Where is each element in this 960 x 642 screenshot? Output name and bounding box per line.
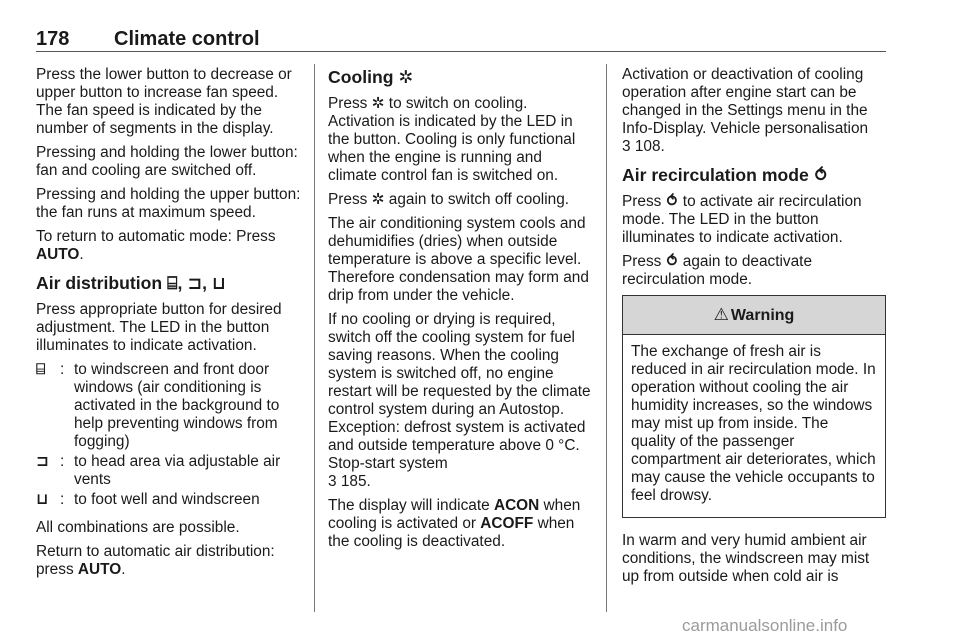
air-distribution-list [36,361,302,509]
column-divider-2 [606,64,607,612]
recirculation-icon: ⥀ [813,165,829,185]
warning-text: The exchange of fresh air is reduced in air recirculation mode. In operation without cooling the air humidity increases, so the windows may mist up from inside. The quality of the passenger compartment air deteriorates, which may cause the vehicle occupants to feel drowsy. [631,343,876,504]
page-header [36,28,886,50]
acon-label: ACON [493,497,540,514]
auto-mode-paragraph: To return to automatic mode: Press AUTO. [36,228,276,263]
chapter-title: Climate control [114,28,260,50]
combinations-paragraph: All combinations are possible. [36,519,240,536]
cooling-off-paragraph: Press ✲ again to switch off cooling. [328,191,570,208]
cooling-on-paragraph: Press ✲ to switch on cooling. Activation is indicated by the LED in the button. Cooling is only functional when the engine is running and climate control fan is switched on. [328,95,576,184]
recirculation-on-paragraph: Press ⥀ to activate air recirculation mode. The LED in the button illuminates to indicate activation. [622,193,862,246]
foot-vent-icon: ⊔ [36,491,49,508]
warning-box [622,295,886,518]
cooling-icon: ✲ [371,95,385,112]
return-auto-paragraph: Return to automatic air distribution: press AUTO. [36,543,275,578]
header-rule [36,51,886,52]
list-item: ⊔ : to foot well and windscreen [36,491,260,508]
windscreen-vent-icon: ⌸ [36,361,46,378]
dehumidify-paragraph: The air conditioning system cools and dehumidifies (dries) when outside temperature is above a specific level. Therefore condensation may form and drip from under the vehicle. [328,215,589,304]
cooling-icon: ✲ [398,67,414,87]
column-3 [622,66,886,592]
fan-speed-paragraph: Press the lower button to decrease or upper button to increase fan speed. The fan speed is indicated by the number of segments in the display. [36,66,292,137]
list-item: ⊐ : to head area via adjustable air vents [36,453,281,488]
air-distribution-heading: Air distribution ⌸, ⊐, ⊔ [36,273,226,293]
recirculation-off-paragraph: Press ⥀ again to deactivate recirculation mode. [622,253,813,288]
head-vent-icon: ⊐ [36,453,49,470]
auto-label: AUTO [77,561,122,578]
warning-icon: ⚠ [713,305,729,324]
list-item: ⌸ : to windscreen and front door windows (air conditioning is activated in the background to help preventing windows from fogging) [36,361,280,450]
warning-header [623,296,885,335]
recirculation-icon: ⥀ [665,253,679,270]
recirculation-heading: Air recirculation mode ⥀ [622,165,829,185]
display-indication-paragraph: The display will indicate ACON when cooling is activated or ACOFF when the cooling is deactivated. [328,497,581,550]
recirculation-icon: ⥀ [665,193,679,210]
humid-conditions-paragraph: In warm and very humid ambient air conditions, the windscreen may mist up from outside when cold air is [622,532,870,585]
fan-off-paragraph: Pressing and holding the lower button: fan and cooling are switched off. [36,144,298,179]
settings-paragraph: Activation or deactivation of cooling operation after engine start can be changed in the Settings menu in the Info-Display. Vehicle personalisation 3 108. [622,66,869,155]
column-2 [328,66,592,557]
auto-label: AUTO [36,246,80,263]
page-number: 178 [36,28,70,50]
fuel-saving-paragraph: If no cooling or drying is required, switch off the cooling system for fuel saving reasons. When the cooling system is switched off, no engine restart will be requested by the climate control system during an Autostop. Exception: defrost system is activated and outside temperature above 0 °C. Stop-start system 3 185. [328,311,591,490]
column-1 [36,66,302,585]
page-reference: 3 185. [328,473,371,490]
cooling-icon: ✲ [371,191,385,208]
windscreen-vent-icon: ⌸ [166,273,178,293]
page-reference: 3 108. [622,138,665,155]
acoff-label: ACOFF [480,515,534,532]
column-divider-1 [314,64,315,612]
cooling-heading: Cooling ✲ [328,67,414,87]
warning-title: Warning [730,307,795,324]
foot-vent-icon: ⊔ [211,273,226,293]
fan-max-paragraph: Pressing and holding the upper button: the fan runs at maximum speed. [36,186,301,221]
air-distribution-paragraph: Press appropriate button for desired adjustment. The LED in the button illuminates to indicate activation. [36,301,282,354]
head-vent-icon: ⊐ [187,273,203,293]
watermark: carmanualsonline.info [682,616,848,635]
